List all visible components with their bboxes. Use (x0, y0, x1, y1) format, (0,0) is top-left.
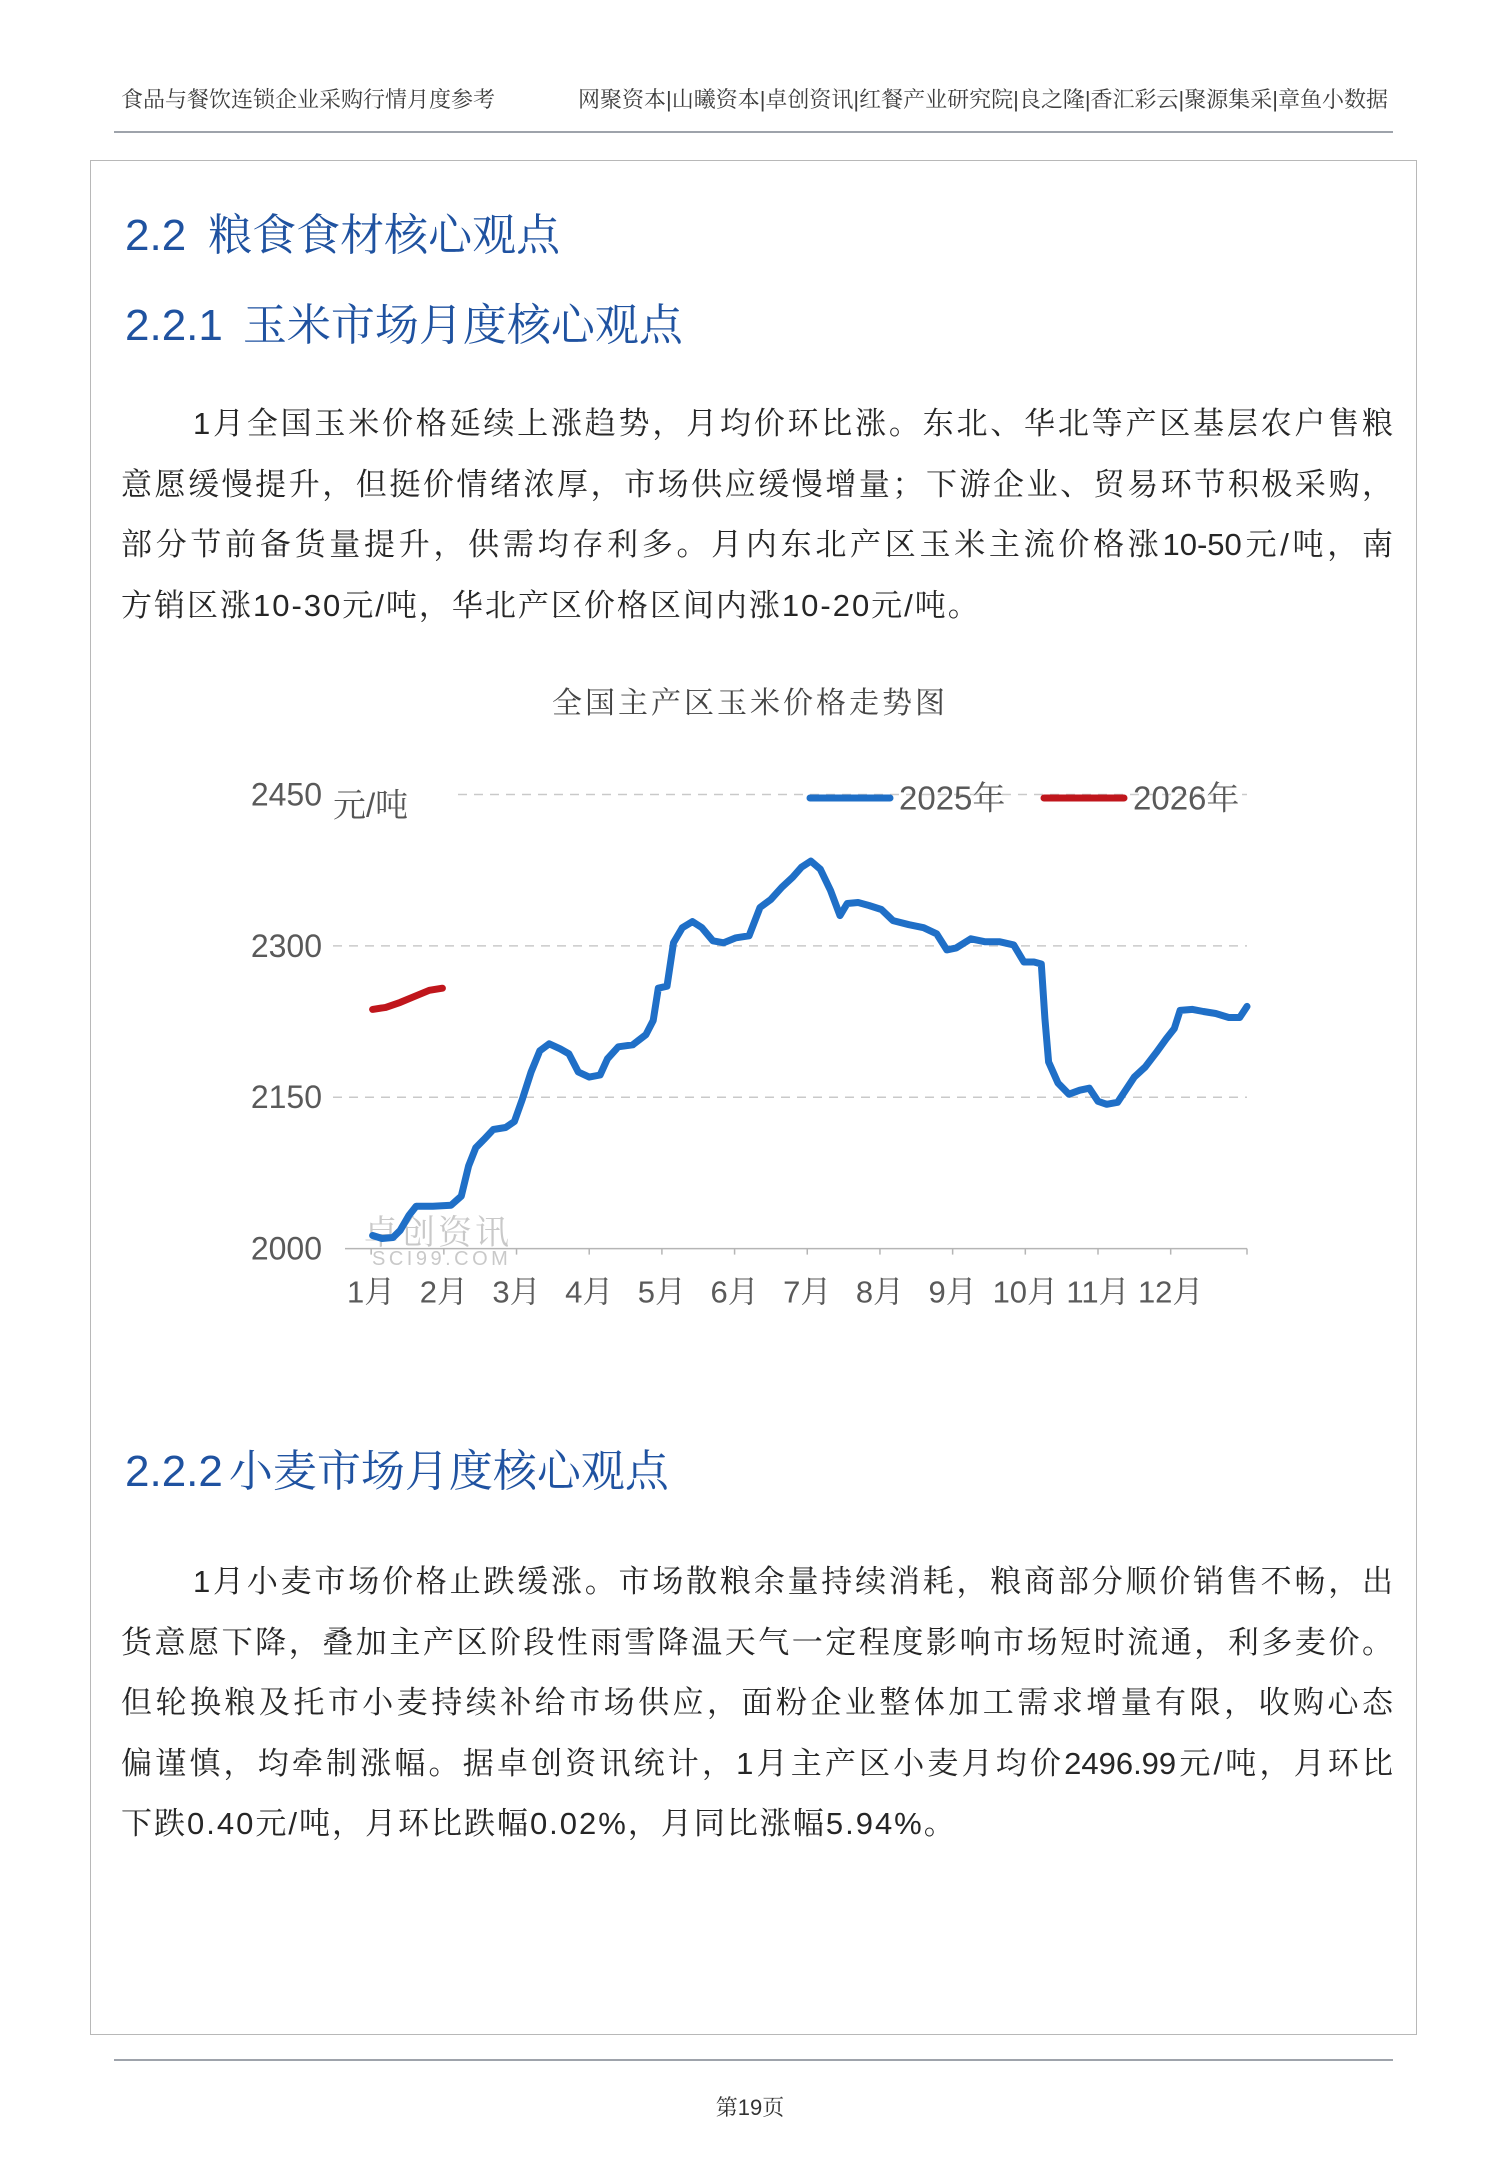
header-divider (114, 131, 1393, 133)
corn-price-chart (230, 760, 1270, 1320)
x-tick-label: 5月 (637, 1274, 687, 1310)
paragraph-line: 1月全国玉米价格延续上涨趋势，月均价环比涨。东北、华北等产区基层农户售粮 (193, 406, 1393, 441)
watermark-domain-text: SCI99.COM (372, 1248, 512, 1270)
y-tick-label: 2450 (250, 776, 322, 813)
x-tick-label: 10月 (992, 1274, 1059, 1310)
x-tick-label: 8月 (855, 1274, 905, 1310)
watermark-logo-text: 卓创资讯 (364, 1214, 512, 1252)
chart-legend (810, 780, 1239, 817)
series-line-2026 (373, 988, 443, 1009)
corn-heading (125, 296, 683, 356)
watermark (364, 1214, 512, 1270)
x-tick-label: 11月 (1066, 1274, 1130, 1310)
page-number: 第19页 (715, 2095, 785, 2120)
paragraph-line: 货意愿下降，叠加主产区阶段性雨雪降温天气一定程度影响市场短时流通，利多麦价。 (121, 1624, 1393, 1660)
wheat-paragraph (121, 1552, 1393, 1855)
section-number: 2.2 (125, 211, 187, 260)
legend-label: 2026年 (1133, 779, 1240, 817)
y-tick-label: 2000 (250, 1230, 322, 1267)
corn-heading-title: 玉米市场月度核心观点 (242, 301, 683, 350)
paragraph-line: 下跌0.40元/吨，月环比跌幅0.02%，月同比涨幅5.94%。 (121, 1806, 957, 1841)
paragraph-line: 但轮换粮及托市小麦持续补给市场供应，面粉企业整体加工需求增量有限，收购心态 (121, 1685, 1393, 1720)
y-axis-unit-label: 元/吨 (333, 786, 409, 824)
chart-series (373, 861, 1247, 1238)
report-title: 食品与餐饮连锁企业采购行情月度参考 (121, 87, 496, 112)
y-tick-label: 2300 (250, 927, 322, 964)
paragraph-line: 偏谨慎，均牵制涨幅。据卓创资讯统计，1月主产区小麦月均价2496.99元/吨，月环比 (121, 1745, 1393, 1781)
section-heading (125, 206, 560, 266)
series-line-2025 (373, 861, 1247, 1238)
y-tick-label: 2150 (250, 1079, 322, 1116)
corn-price-chart-svg (230, 760, 1270, 1320)
x-tick-label: 9月 (928, 1274, 977, 1310)
x-tick-label: 12月 (1137, 1274, 1204, 1310)
footer-divider (114, 2059, 1393, 2061)
x-tick-label: 6月 (710, 1274, 759, 1310)
paragraph-line: 方销区涨10-30元/吨，华北产区价格区间内涨10-20元/吨。 (121, 587, 981, 623)
paragraph-line: 1月小麦市场价格止跌缓涨。市场散粮余量持续消耗，粮商部分顺价销售不畅，出 (193, 1564, 1393, 1599)
section-title: 粮食食材核心观点 (208, 211, 561, 260)
wheat-heading-number: 2.2.2 (125, 1447, 223, 1496)
paragraph-line: 部分节前备货量提升，供需均存利多。月内东北产区玉米主流价格涨10-50元/吨，南 (121, 527, 1393, 562)
corn-heading-number: 2.2.1 (125, 301, 223, 350)
publisher-list: 网聚资本|山曦资本|卓创资讯|红餐产业研究院|良之隆|香汇彩云|聚源集采|章鱼小数据 (577, 87, 1388, 112)
x-tick-label: 2月 (419, 1274, 468, 1310)
chart-title: 全国主产区玉米价格走势图 (552, 687, 948, 720)
paragraph-line: 意愿缓慢提升，但挺价情绪浓厚，市场供应缓慢增量；下游企业、贸易环节积极采购， (121, 466, 1393, 502)
chart-grid (333, 795, 1247, 1255)
x-tick-label: 3月 (492, 1274, 541, 1310)
x-tick-label: 7月 (783, 1274, 832, 1310)
x-tick-label: 4月 (565, 1274, 614, 1310)
wheat-heading-title: 小麦市场月度核心观点 (228, 1447, 669, 1496)
x-tick-label: 1月 (347, 1274, 396, 1310)
corn-paragraph (121, 394, 1393, 636)
legend-label: 2025年 (899, 779, 1006, 817)
wheat-heading (125, 1442, 669, 1502)
